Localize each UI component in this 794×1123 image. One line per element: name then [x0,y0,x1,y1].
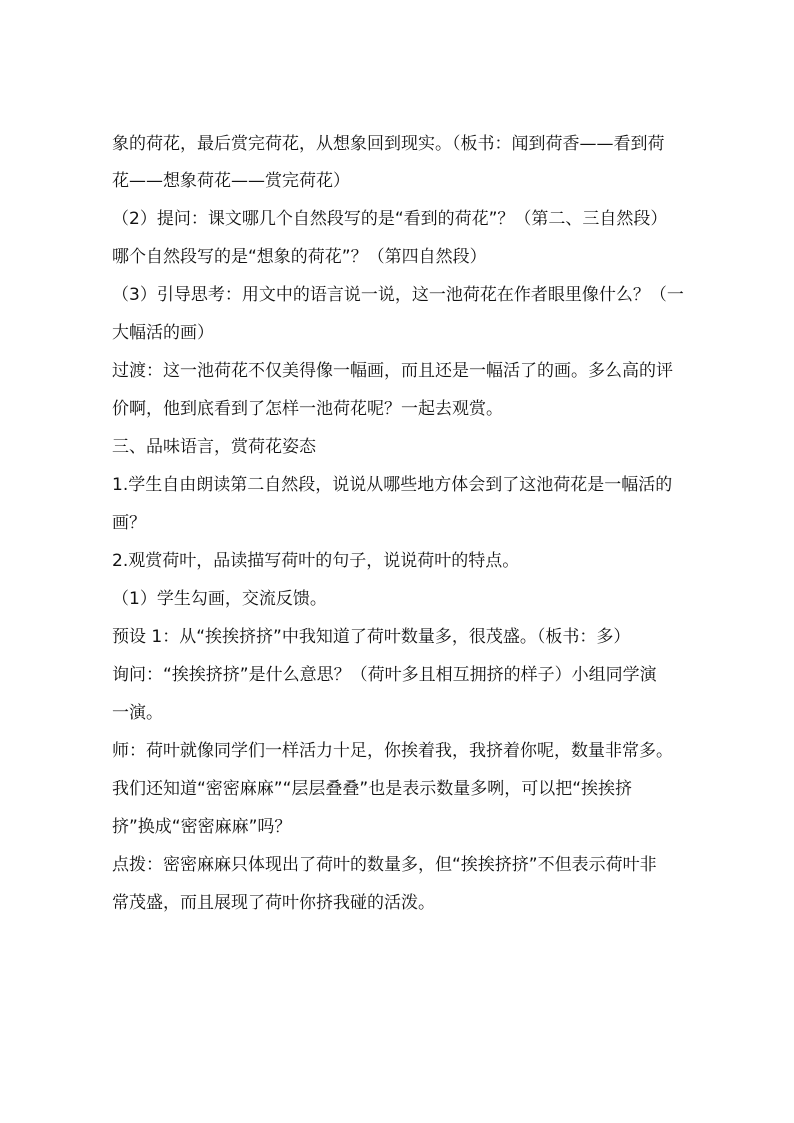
text-line: （3）引导思考：用文中的语言说一说，这一池荷花在作者眼里像什么？（一 [112,285,684,305]
text-line: 预设 1：从“挨挨挤挤”中我知道了荷叶数量多，很茂盛。（板书：多） [112,627,631,647]
text-line: 大幅活的画） [112,323,214,343]
text-line: 哪个自然段写的是“想象的荷花”？（第四自然段） [112,247,487,267]
text-line: 点拨：密密麻麻只体现出了荷叶的数量多，但“挨挨挤挤”不但表示荷叶非 [112,855,657,875]
section-heading: 三、品味语言，赏荷花姿态 [112,437,316,457]
document-body [112,126,722,922]
text-line: 常茂盛，而且展现了荷叶你挤我碰的活泼。 [112,893,435,913]
text-line: 挤”换成“密密麻麻”吗？ [112,817,292,837]
text-line: 我们还知道“密密麻麻”“层层叠叠”也是表示数量多咧，可以把“挨挨挤 [112,779,633,799]
text-line: 2.观赏荷叶，品读描写荷叶的句子，说说荷叶的特点。 [112,551,520,571]
text-line: 询问：“挨挨挤挤”是什么意思？（荷叶多且相互拥挤的样子）小组同学演 [112,665,657,685]
text-line: 画？ [112,513,146,533]
text-line: （2）提问：课文哪几个自然段写的是“看到的荷花”？（第二、三自然段） [112,209,668,229]
text-line: 价啊，他到底看到了怎样一池荷花呢？一起去观赏。 [112,399,503,419]
text-line: 花——想象荷花——赏完荷花） [112,171,350,191]
text-line: 1.学生自由朗读第二自然段，说说从哪些地方体会到了这池荷花是一幅活的 [112,475,673,495]
text-line: 象的荷花，最后赏完荷花，从想象回到现实。（板书：闻到荷香——看到荷 [112,134,665,154]
text-line: 师：荷叶就像同学们一样活力十足，你挨着我，我挤着你呢，数量非常多。 [112,741,673,761]
text-line: （1）学生勾画，交流反馈。 [112,589,327,609]
text-line: 过渡：这一池荷花不仅美得像一幅画，而且还是一幅活了的画。多么高的评 [112,361,673,381]
text-line: 一演。 [112,703,163,723]
